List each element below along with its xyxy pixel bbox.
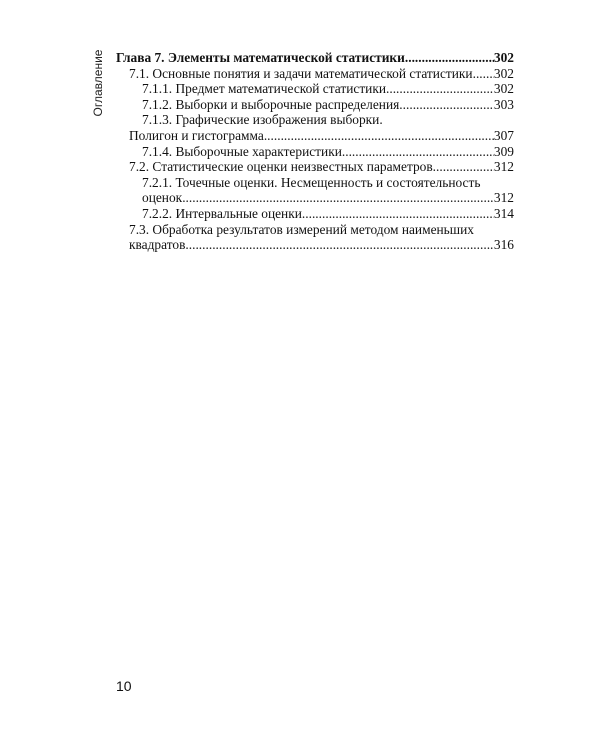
toc-entry-7-2-2[interactable] [116,206,514,222]
toc-entry-7-2-1[interactable] [116,190,514,206]
toc-leader-dots [386,81,494,97]
toc-entry-title: Глава 7. Элементы математической статистики [116,50,405,65]
toc-entry-page: 302 [493,65,514,81]
toc-leader-dots [342,144,494,160]
toc-entry-title: 7.3. Обработка результатов измерений методом наименьших [129,221,474,237]
toc-entry-page: 312 [493,159,514,175]
toc-leader-dots [399,97,494,113]
toc-entry-title: 7.2.1. Точечные оценки. Несмещенность и состоятельность [142,174,481,190]
toc-entry-7-3[interactable] [116,237,514,253]
toc-entry-7-1-1[interactable] [116,81,514,97]
table-of-contents [116,50,514,253]
toc-entry-title: 7.1.4. Выборочные характеристики [142,143,342,159]
toc-entry-page: 307 [493,127,514,143]
toc-leader-dots [302,206,494,222]
toc-entry-title: 7.1.3. Графические изображения выборки. [142,112,383,128]
toc-entry-page: 316 [493,237,514,253]
toc-entry-7-1[interactable] [116,66,514,82]
toc-entry-title: 7.2. Статистические оценки неизвестных параметров [129,159,433,175]
toc-entry-7-3-line1[interactable] [116,222,514,238]
toc-leader-dots [405,50,494,66]
toc-leader-dots [185,237,494,253]
toc-entry-title: 7.1.2. Выборки и выборочные распределения [142,96,400,112]
toc-entry-7-1-3[interactable] [116,128,514,144]
toc-leader-dots [433,159,494,175]
toc-entry-7-1-4[interactable] [116,144,514,160]
toc-entry-page: 302 [493,81,514,97]
toc-entry-7-1-3-line1[interactable] [116,112,514,128]
toc-entry-title-cont: оценок [142,190,183,206]
toc-entry-7-2-1-line1[interactable] [116,175,514,191]
toc-entry-chapter-7[interactable] [116,50,514,66]
toc-leader-dots [473,66,494,82]
running-header: Оглавление [91,49,105,117]
toc-entry-7-1-2[interactable] [116,97,514,113]
toc-entry-title: 7.1.1. Предмет математической статистики [142,81,387,97]
toc-entry-title-cont: квадратов [129,237,186,253]
toc-entry-page: 303 [493,96,514,112]
toc-entry-title-cont: Полигон и гистограмма [129,127,264,143]
toc-entry-page: 309 [493,143,514,159]
toc-leader-dots [264,128,494,144]
toc-entry-title: 7.2.2. Интервальные оценки [142,205,302,221]
toc-entry-page: 314 [493,205,514,221]
toc-entry-page: 302 [493,50,514,65]
toc-entry-title: 7.1. Основные понятия и задачи математической статистики [129,65,473,81]
toc-entry-page: 312 [493,190,514,206]
page-number: 10 [116,678,132,694]
toc-entry-7-2[interactable] [116,159,514,175]
toc-leader-dots [182,190,494,206]
